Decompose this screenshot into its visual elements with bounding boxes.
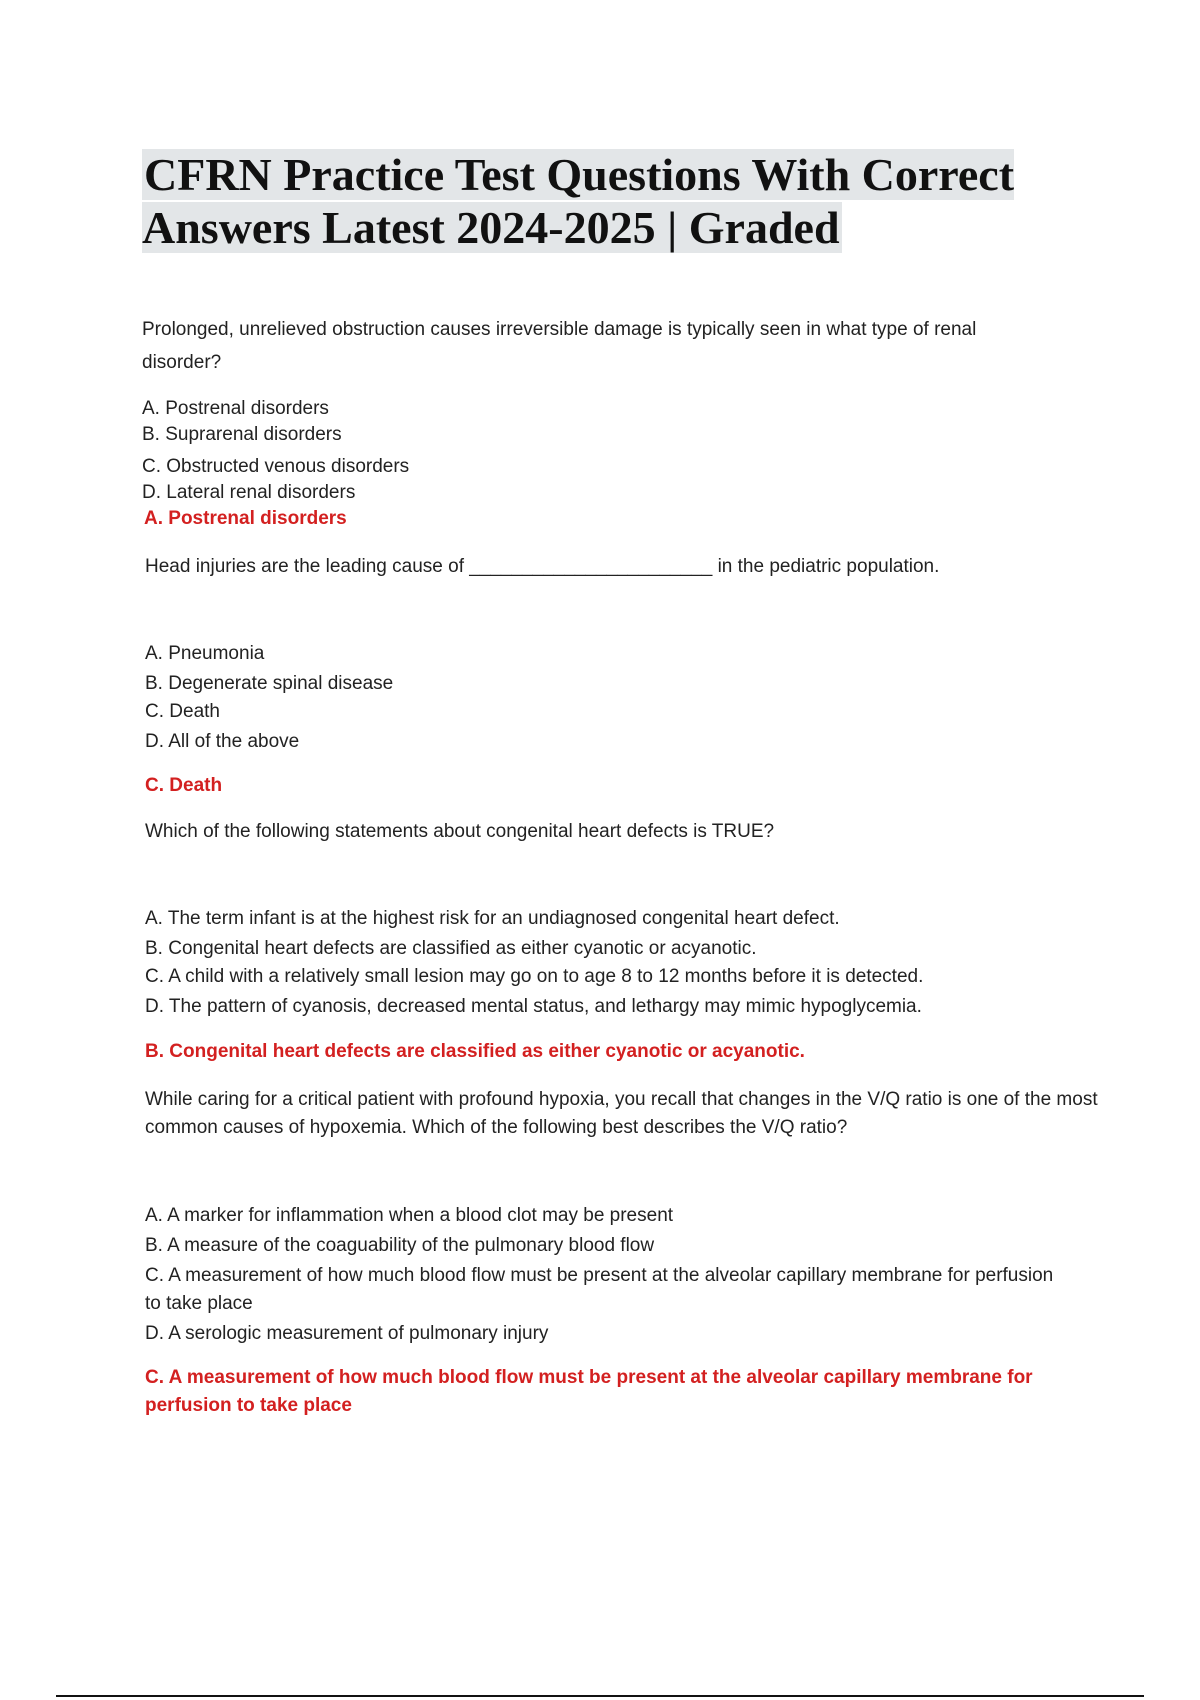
- question-1-answer: A. Postrenal disorders: [144, 508, 347, 529]
- question-2-option-b: B. Degenerate spinal disease: [145, 673, 394, 694]
- question-2-option-a: A. Pneumonia: [145, 643, 265, 664]
- question-3-option-b: B. Congenital heart defects are classified as either cyanotic or acyanotic.: [145, 938, 757, 959]
- question-1-option-b: B. Suprarenal disorders: [142, 424, 342, 445]
- question-1-option-c: C. Obstructed venous disorders: [142, 456, 410, 477]
- question-2-prompt: Head injuries are the leading cause of _______________________ in the pediatric population.: [145, 556, 940, 577]
- question-4-option-d: D. A serologic measurement of pulmonary injury: [145, 1323, 549, 1344]
- question-1-option-a: A. Postrenal disorders: [142, 398, 329, 419]
- question-1-prompt: Prolonged, unrelieved obstruction causes irreversible damage is typically seen in what type of renal disorder?: [142, 319, 977, 373]
- document-title-text: CFRN Practice Test Questions With Correct Answers Latest 2024-2025 | Graded: [142, 149, 1015, 253]
- question-1-option-d: D. Lateral renal disorders: [142, 482, 356, 503]
- question-2-option-c: C. Death: [145, 701, 220, 722]
- question-3-answer: B. Congenital heart defects are classified as either cyanotic or acyanotic.: [145, 1041, 805, 1062]
- question-4-option-b: B. A measure of the coaguability of the pulmonary blood flow: [145, 1235, 655, 1256]
- question-3-option-c: C. A child with a relatively small lesion may go on to age 8 to 12 months before it is detected.: [145, 966, 924, 987]
- question-4-option-a: A. A marker for inflammation when a blood clot may be present: [145, 1205, 674, 1226]
- question-2-option-d: D. All of the above: [145, 731, 300, 752]
- question-4-prompt: While caring for a critical patient with profound hypoxia, you recall that changes in the V/Q ratio is one of the most common causes of hypoxemia. Which of the following best describes the V/Q ratio?: [145, 1089, 1098, 1138]
- question-3-option-a: A. The term infant is at the highest risk for an undiagnosed congenital heart defect.: [145, 908, 840, 929]
- question-3-option-d: D. The pattern of cyanosis, decreased mental status, and lethargy may mimic hypoglycemia.: [145, 996, 922, 1017]
- document-title: [142, 148, 1062, 254]
- question-3-prompt: Which of the following statements about congenital heart defects is TRUE?: [145, 821, 775, 842]
- bottom-divider: [56, 1695, 1144, 1697]
- question-4-option-c: C. A measurement of how much blood flow must be present at the alveolar capillary membrane for perfusion to take place: [145, 1265, 1054, 1314]
- question-2-answer: C. Death: [145, 775, 223, 796]
- question-4-answer: C. A measurement of how much blood flow must be present at the alveolar capillary membrane for perfusion to take place: [145, 1367, 1033, 1416]
